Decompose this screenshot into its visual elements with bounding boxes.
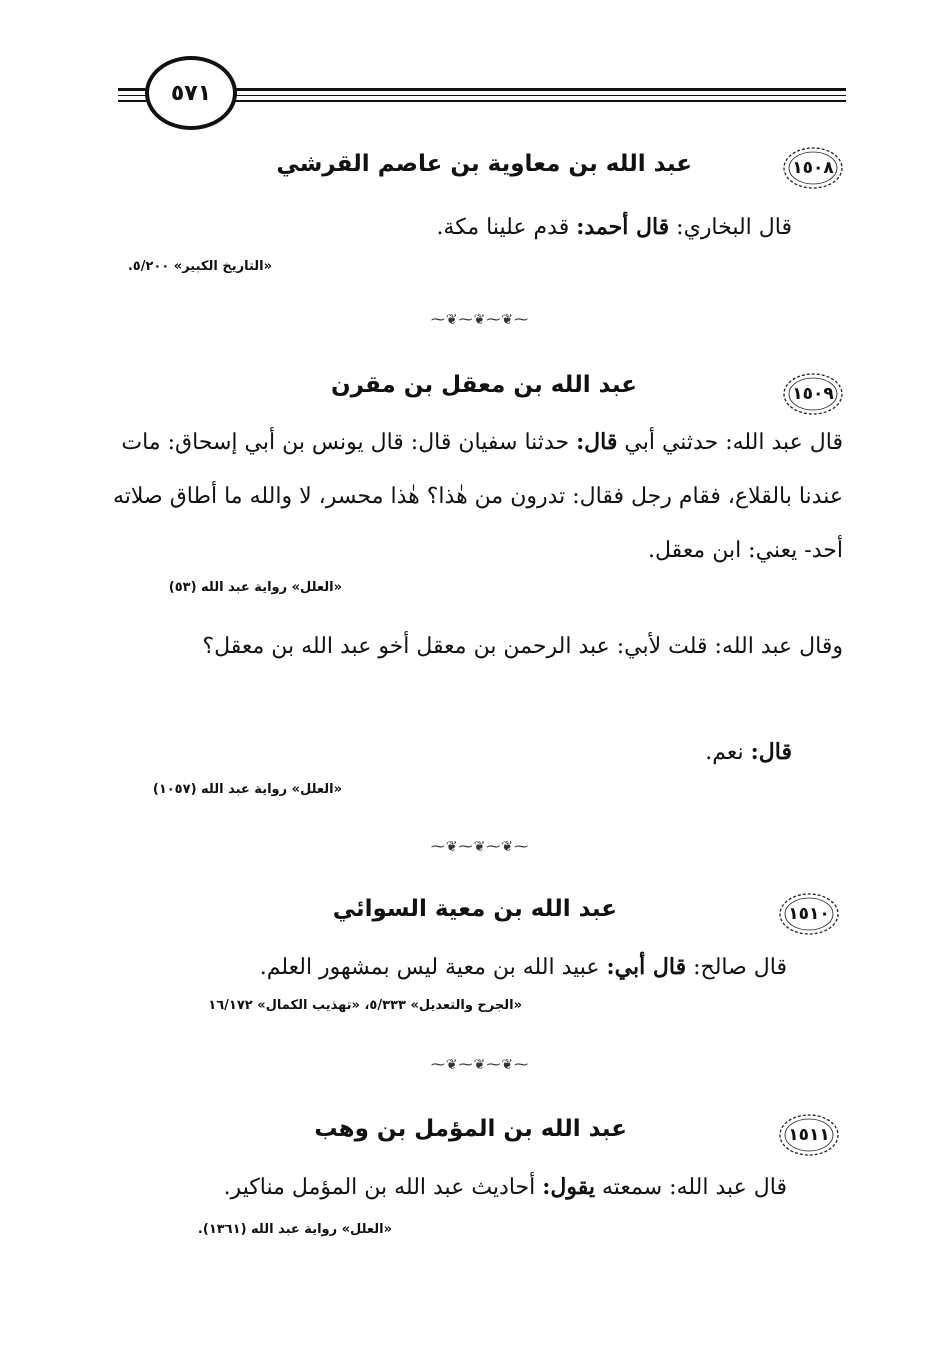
page-number: ٥٧١ [145, 56, 237, 130]
entry-title: عبد الله بن المؤمل بن وهب [314, 1116, 627, 1142]
entry-paragraph: قال صالح: قال أبي: عبيد الله بن معية ليس بمشهور العلم. [259, 954, 787, 980]
source-citation: «العلل» رواية عبد الله (١٠٥٧) [152, 782, 342, 797]
section-separator: ⁓❦⁓❦⁓❦⁓ [430, 1057, 530, 1073]
entry-paragraph: قال عبد الله: سمعته يقول: أحاديث عبد الله بن المؤمل مناكير. [223, 1174, 787, 1200]
source-citation: «العلل» رواية عبد الله (٥٣) [168, 580, 342, 595]
entry-title: عبد الله بن معاوية بن عاصم القرشي [276, 151, 692, 177]
entry-title: عبد الله بن معقل بن مقرن [331, 372, 637, 398]
section-separator: ⁓❦⁓❦⁓❦⁓ [430, 312, 530, 328]
section-separator: ⁓❦⁓❦⁓❦⁓ [430, 839, 530, 855]
entry-number-badge: ١٥٠٨ [782, 146, 844, 190]
entry-paragraph: وقال عبد الله: قلت لأبي: عبد الرحمن بن معقل أخو عبد الله بن معقل؟ [202, 634, 843, 659]
entry-title: عبد الله بن معية السوائي [332, 896, 617, 922]
entry-number-badge: ١٥١١ [778, 1113, 840, 1157]
entry-paragraph: قال البخاري: قال أحمد: قدم علينا مكة. [436, 214, 792, 240]
source-citation: «الجرح والتعديل» ٥/٣٣٣، «تهذيب الكمال» ١٦/١٧٢ [208, 998, 522, 1013]
entry-number-badge: ١٥١٠ [778, 892, 840, 936]
entry-paragraph: قال عبد الله: حدثني أبي قال: حدثنا سفيان قال: قال يونس بن أبي إسحاق: مات عندنا بالقلاع، فقام رجل فقال: تدرون من هٰذا؟ هٰذا محسر، لا والله ما أطاق صلاته أحد- يعني: ابن معقل. [113, 429, 843, 563]
entry-number-badge: ١٥٠٩ [782, 372, 844, 416]
source-citation: «التاريخ الكبير» ٥/٢٠٠. [127, 259, 272, 274]
source-citation: «العلل» رواية عبد الله (١٣٦١). [197, 1222, 392, 1237]
entry-paragraph: قال: نعم. [705, 739, 792, 765]
